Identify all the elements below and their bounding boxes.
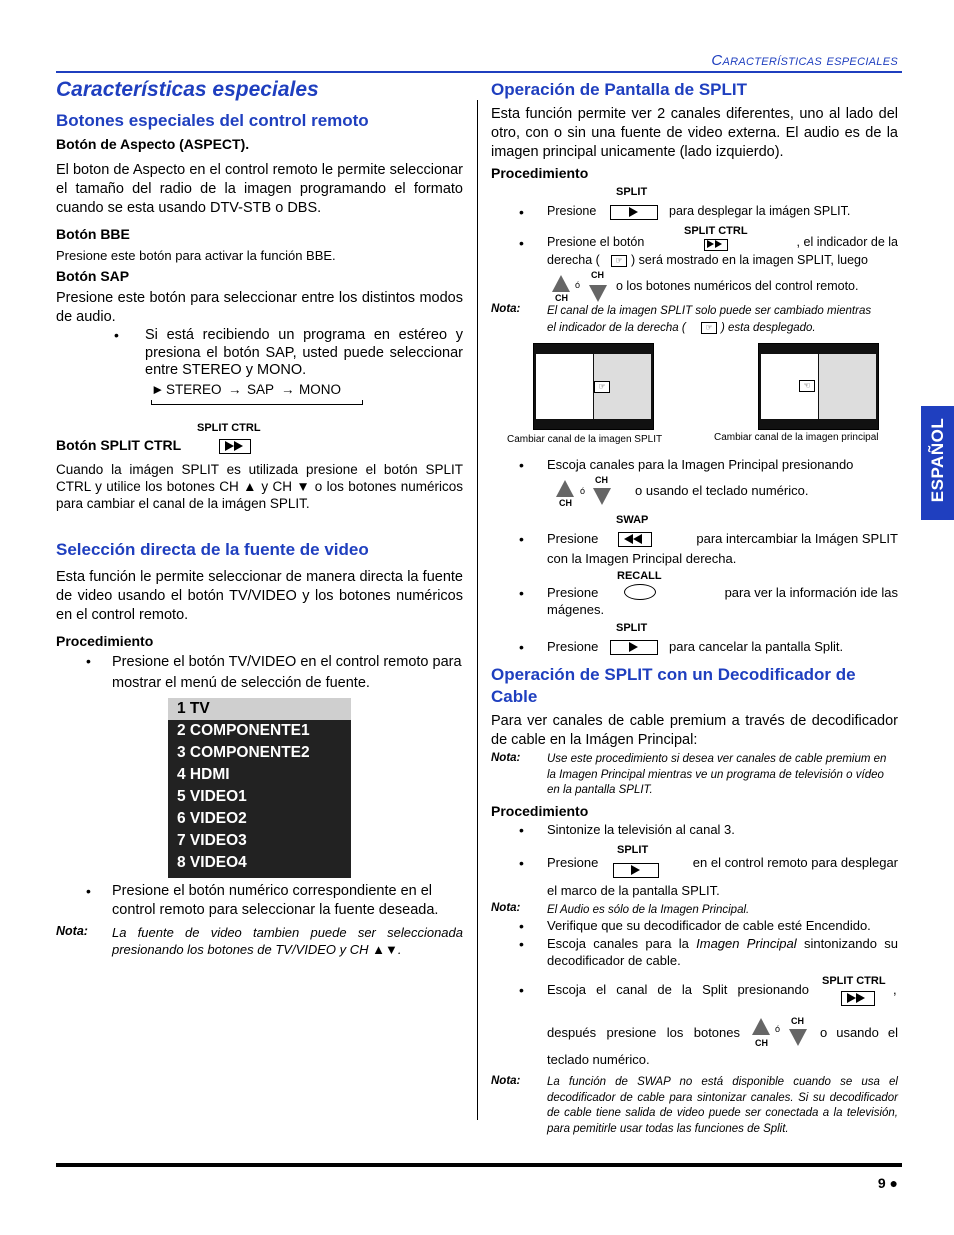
procedimiento-heading: Procedimiento <box>56 633 154 649</box>
swap-button-icon <box>618 532 652 547</box>
pointer-hand-icon: ☜ <box>799 380 815 392</box>
bullet: • <box>519 982 524 998</box>
source-menu <box>168 698 351 878</box>
footer-rule <box>56 1163 902 1167</box>
split-screen-diagram-left <box>533 343 654 430</box>
ch-up-icon <box>556 480 574 497</box>
pointer-hand-icon: ☞ <box>611 255 627 267</box>
sap-cycle-sap: SAP <box>247 382 275 397</box>
bullet: • <box>519 855 524 871</box>
procedimiento-heading: Procedimiento <box>491 165 589 181</box>
b3-text-a: Escoja canales para la Imagen Principal presionando <box>547 457 854 472</box>
column-divider <box>477 100 478 1120</box>
bullet: • <box>114 327 119 343</box>
ch-label: CH <box>555 293 568 303</box>
nota4-text: La función de SWAP no está disponible cuando se usa el decodificador de cable para sintonizar canales. Si su decodificador de cable tiene salida de video puede ser conectada a la televisión, para pemitirle usar todas las funciones de Split. <box>547 1076 898 1135</box>
sap-heading: Botón SAP <box>56 268 130 284</box>
nota-text: La fuente de video tambien puede ser seleccionada presionando los botones de TV/VIDEO y CH ▲▼. <box>112 925 463 957</box>
caption-left: Cambiar canal de la imagen SPLIT <box>507 434 663 445</box>
ch-down-icon <box>789 1029 807 1046</box>
presione: Presione <box>547 531 599 546</box>
nota3-text: El Audio es sólo de la Imagen Principal. <box>547 904 750 916</box>
b5-text-a: para ver la información ide las <box>724 585 898 600</box>
c6-text-b: o usando el <box>820 1025 898 1040</box>
bullet: • <box>86 653 91 669</box>
caption-right: Cambiar canal de la imagen principal <box>714 432 879 443</box>
b2-text-d: ) será mostrado en la imagen SPLIT, luego <box>631 253 868 267</box>
or-text: ó <box>580 486 586 496</box>
bullet: • <box>519 639 524 655</box>
nota1-text-a: El canal de la imagen SPLIT solo puede ser cambiado mientras <box>547 305 872 317</box>
split-ctrl-heading: Botón SPLIT CTRL <box>56 437 182 453</box>
split-ctrl-button-icon <box>704 239 728 251</box>
nota-label: Nota: <box>56 924 88 938</box>
sap-cycle-stereo: STEREO <box>166 382 222 397</box>
b2-text-a: Presione el botón <box>547 235 645 249</box>
split-label: SPLIT <box>616 186 648 198</box>
page-number: 9 ● <box>877 1175 898 1191</box>
sap-cycle <box>151 382 363 400</box>
nota-label: Nota: <box>491 303 521 315</box>
b2-text-b: , el indicador de la <box>796 235 898 249</box>
menu-item: 1 TV <box>168 698 351 720</box>
seleccion-text: Esta función le permite seleccionar de manera directa la fuente de video usando el botón TV/VIDEO y los botones numéricos en el control remoto. <box>56 569 463 623</box>
menu-item: 6 VIDEO2 <box>177 810 247 827</box>
section-heading-seleccion: Selección directa de la fuente de video <box>56 540 369 559</box>
language-tab <box>921 406 954 520</box>
ch-label: CH <box>591 270 604 280</box>
running-header: Características especiales <box>711 52 898 69</box>
split-ctrl-text: Cuando la imágen SPLIT es utilizada presione el botón SPLIT CTRL y utilice los botones CH ▲ y CH ▼ o los botones numéricos para cambiar el canal de la imágen SPLIT. <box>56 462 463 511</box>
c6-text-c: teclado numérico. <box>547 1052 650 1067</box>
b4-text-b: con la Imagen Principal derecha. <box>547 551 737 566</box>
or-text: ó <box>775 1024 781 1034</box>
b1-text: para desplegar la imágen SPLIT. <box>669 204 851 218</box>
split-ctrl-button-icon <box>219 439 251 454</box>
section-heading-split: Operación de Pantalla de SPLIT <box>491 80 748 99</box>
presione: Presione <box>547 204 597 218</box>
c4-text-b: sintonizando su decodificador de cable. <box>547 936 898 968</box>
c6-text-a: después presione los botones <box>547 1025 740 1040</box>
swap-label: SWAP <box>616 514 649 526</box>
section-heading-cable: Operación de SPLIT con un Decodificador de <box>491 665 856 684</box>
step1-text: Presione el botón TV/VIDEO en el control remoto para mostrar el menú de selección de fuente. <box>112 654 462 691</box>
bullet: • <box>519 204 524 220</box>
ch-label: CH <box>559 498 572 508</box>
b3-text-b: o usando el teclado numérico. <box>635 483 809 498</box>
presione: Presione <box>547 855 599 870</box>
menu-item: 4 HDMI <box>177 766 230 783</box>
split-ctrl-button-icon <box>841 991 875 1006</box>
aspect-text: El boton de Aspecto en el control remoto le permite seleccionar el tamaño del radio de la imagen programando el formato cuando se esta usando DTV-STB o DBS. <box>56 162 463 216</box>
ch-label: CH <box>595 475 608 485</box>
c2-text-a: en el control remoto para desplegar <box>692 855 898 870</box>
section-heading-cable-line2: Cable <box>491 687 538 706</box>
pointer-hand-icon: ☞ <box>594 381 610 393</box>
c5-text-a: Escoja el canal de la Split presionando <box>547 982 809 997</box>
b2-text-c: derecha ( <box>547 253 600 267</box>
menu-item: 7 VIDEO3 <box>177 832 247 849</box>
c2-text-b: el marco de la pantalla SPLIT. <box>547 883 720 898</box>
sap-cycle-mono: MONO <box>299 382 341 397</box>
split-label: SPLIT <box>617 844 649 856</box>
c4-text-a: Escoja canales para la <box>547 936 689 951</box>
menu-item: 3 COMPONENTE2 <box>177 744 310 761</box>
c4-text-italic: Imagen Principal <box>696 936 797 951</box>
language-tab-label: ESPAÑOL <box>928 417 947 503</box>
bullet: • <box>519 531 524 547</box>
presione: Presione <box>547 639 599 654</box>
recall-label: RECALL <box>617 570 662 582</box>
split-button-icon <box>610 640 658 655</box>
nota1-text-c: ) esta desplegado. <box>721 322 816 334</box>
bullet: • <box>519 918 524 934</box>
cable-intro: Para ver canales de cable premium a través de decodificador de cable en la Imágen Principal: <box>491 713 898 748</box>
arrow-right-icon: → <box>228 382 242 397</box>
nota2-text: Use este procedimiento si desea ver canales de cable premium en la Imagen Principal mientras ve un programa de televisión o vídeo en la pantalla SPLIT. <box>547 753 887 796</box>
menu-item: 5 VIDEO1 <box>177 788 247 805</box>
ch-label: CH <box>791 1016 804 1026</box>
b4-text-a: para intercambiar la Imágen SPLIT <box>696 531 898 546</box>
header-rule <box>56 71 902 73</box>
ch-up-icon <box>552 275 570 292</box>
b2-text-e: o los botones numéricos del control remoto. <box>616 279 859 293</box>
split-screen-diagram-right <box>758 343 879 430</box>
nota-label: Nota: <box>491 1075 521 1087</box>
or-text: ó <box>575 280 581 290</box>
bbe-text: Presione este botón para activar la función BBE. <box>56 248 336 263</box>
presione: Presione <box>547 585 599 600</box>
bullet: • <box>519 936 524 952</box>
bullet: • <box>519 585 524 601</box>
split-ctrl-label: SPLIT CTRL <box>822 975 886 987</box>
pointer-hand-icon: ☞ <box>701 322 717 334</box>
c5-comma: , <box>893 982 897 997</box>
nota-label: Nota: <box>491 902 521 914</box>
b5-text-b: mágenes. <box>547 602 605 617</box>
sap-bullet-text: Si está recibiendo un programa en estéreo y presiona el botón SAP, usted puede seleccionar entre STEREO y MONO. <box>145 327 463 378</box>
split-button-icon <box>613 863 659 878</box>
split-button-icon <box>610 205 658 220</box>
arrow-right-icon: → <box>281 382 295 397</box>
sap-text: Presione este botón para seleccionar entre los distintos modos de audio. <box>56 290 463 325</box>
split-ctrl-label: SPLIT CTRL <box>197 422 261 434</box>
procedimiento-heading: Procedimiento <box>491 803 589 819</box>
bullet: • <box>519 822 524 838</box>
aspect-heading: Botón de Aspecto (ASPECT). <box>56 136 250 152</box>
bullet: • <box>519 457 524 473</box>
nota-label: Nota: <box>491 752 521 764</box>
split-intro: Esta función permite ver 2 canales diferentes, uno al lado del otro, con o sin una fuente de video externa. El audio es de la imagen principal unicamente (lado izquierdo). <box>491 106 898 160</box>
bullet: • <box>86 883 91 899</box>
c3-text: Verifique que su decodificador de cable esté Encendido. <box>547 918 871 933</box>
recall-button-icon <box>624 584 656 600</box>
bullet: • <box>519 235 524 251</box>
b6-text: para cancelar la pantalla Split. <box>669 639 844 654</box>
menu-item: 8 VIDEO4 <box>177 854 247 871</box>
c1-text: Sintonize la televisión al canal 3. <box>547 822 735 837</box>
menu-item: 2 COMPONENTE1 <box>177 722 310 739</box>
ch-down-icon <box>589 285 607 302</box>
arrow-right-icon: ► <box>151 382 165 397</box>
section-heading-botones: Botones especiales del control remoto <box>56 111 369 130</box>
split-label: SPLIT <box>616 622 648 634</box>
c4-text <box>547 935 898 969</box>
ch-down-icon <box>593 488 611 505</box>
ch-label: CH <box>755 1038 768 1048</box>
step2-text: Presione el botón numérico correspondiente en el control remoto para seleccionar la fuente deseada. <box>112 883 439 918</box>
page-title: Características especiales <box>56 78 319 101</box>
nota1-text-b: el indicador de la derecha ( <box>547 322 686 334</box>
bbe-heading: Botón BBE <box>56 226 130 242</box>
split-ctrl-label: SPLIT CTRL <box>684 225 748 237</box>
ch-up-icon <box>752 1018 770 1035</box>
